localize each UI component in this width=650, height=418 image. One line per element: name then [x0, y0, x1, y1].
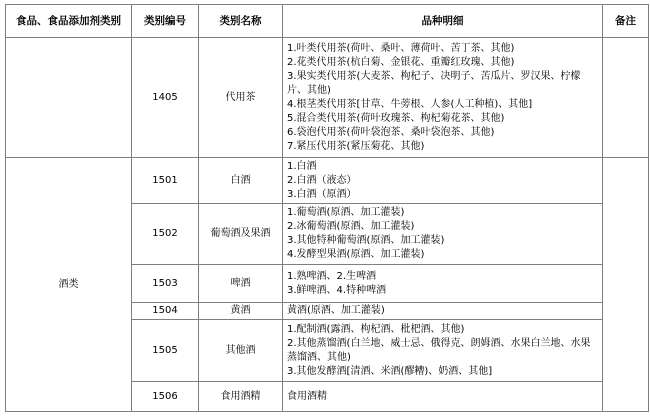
name-cell: 葡萄酒及果酒 [199, 204, 283, 265]
details-cell [283, 38, 603, 158]
detail-line: 黄酒(原酒、加工灌装) [287, 305, 385, 316]
details-cell [283, 204, 603, 265]
detail-line: 3.其他特种葡萄酒(原酒、加工灌装) [287, 235, 445, 246]
name-cell: 黄酒 [199, 303, 283, 320]
name-cell: 代用茶 [199, 38, 283, 158]
remarks-cell [603, 158, 649, 412]
code-cell: 1501 [132, 158, 199, 204]
table-row [6, 38, 649, 158]
category-table [5, 4, 649, 412]
detail-line: 3.鲜啤酒、4.特种啤酒 [287, 284, 387, 296]
header-category: 食品、食品添加剂类别 [6, 5, 132, 38]
details-cell [283, 158, 603, 204]
code-cell: 1503 [132, 265, 199, 303]
remarks-cell [603, 38, 649, 158]
detail-line: 1.葡萄酒(原酒、加工灌装) [287, 207, 405, 218]
name-cell: 白酒 [199, 158, 283, 204]
category-cell [6, 38, 132, 158]
code-cell: 1405 [132, 38, 199, 158]
detail-line: 3.果实类代用茶(大麦茶、枸杞子、决明子、苦瓜片、罗汉果、柠檬片、其他) [287, 70, 581, 96]
detail-line: 1.叶类代用茶(荷叶、桑叶、薄荷叶、苦丁茶、其他) [287, 42, 515, 54]
detail-line: 4.根茎类代用茶[甘草、牛蒡根、人参(人工种植)、其他] [287, 98, 533, 110]
detail-line: 1.配制酒(露酒、枸杞酒、枇杷酒、其他) [287, 323, 465, 335]
code-cell: 1504 [132, 303, 199, 320]
name-cell: 啤酒 [199, 265, 283, 303]
table-row [6, 158, 649, 204]
name-cell: 其他酒 [199, 320, 283, 382]
detail-line: 2.其他蒸馏酒(白兰地、威士忌、俄得克、朗姆酒、水果白兰地、水果蒸馏酒、其他) [287, 337, 591, 363]
header-remarks: 备注 [603, 5, 649, 38]
details-cell [283, 320, 603, 382]
header-details: 品种明细 [283, 5, 603, 38]
detail-line: 2.花类代用茶(杭白菊、金银花、重瓣红玫瑰、其他) [287, 56, 515, 68]
detail-line: 6.袋泡代用茶(荷叶袋泡茶、桑叶袋泡茶、其他) [287, 126, 495, 138]
details-cell [283, 265, 603, 303]
details-cell [283, 303, 603, 320]
code-cell: 1506 [132, 382, 199, 412]
detail-line: 3.白酒（原酒） [287, 188, 357, 200]
detail-line: 5.混合类代用茶(荷叶玫瑰茶、枸杞菊花茶、其他) [287, 112, 505, 124]
detail-line: 4.发酵型果酒(原酒、加工灌装) [287, 249, 425, 260]
name-cell: 食用酒精 [199, 382, 283, 412]
detail-line: 2.白酒（液态） [287, 174, 357, 186]
detail-line: 7.紧压代用茶(紧压菊花、其他) [287, 140, 425, 152]
details-cell [283, 382, 603, 412]
detail-line: 1.熟啤酒、2.生啤酒 [287, 270, 377, 282]
category-cell: 酒类 [6, 158, 132, 412]
detail-line: 3.其他发酵酒[清酒、米酒(醪糟)、奶酒、其他] [287, 365, 493, 377]
detail-line: 食用酒精 [287, 390, 327, 402]
header-name: 类别名称 [199, 5, 283, 38]
header-code: 类别编号 [132, 5, 199, 38]
code-cell: 1502 [132, 204, 199, 265]
code-cell: 1505 [132, 320, 199, 382]
detail-line: 2.冰葡萄酒(原酒、加工灌装) [287, 221, 415, 232]
detail-line: 1.白酒 [287, 160, 317, 172]
header-row [6, 5, 649, 38]
